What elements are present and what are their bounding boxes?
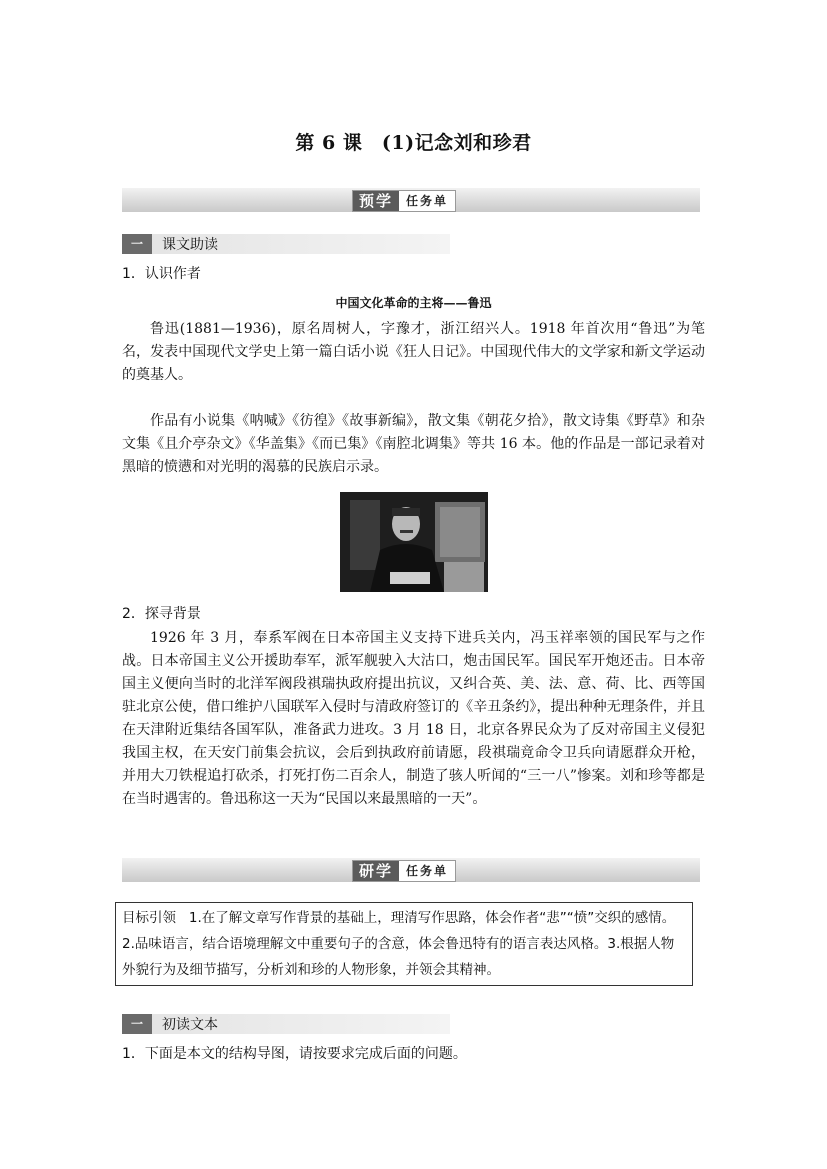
author-paragraph-1: 鲁迅(1881—1936)，原名周树人，字豫才，浙江绍兴人。1918 年首次用“鲁迅”为笔名，发表中国现代文学史上第一篇白话小说《狂人日记》。中国现代伟大的文学家和新文学运动的奠基人。 (122, 321, 705, 383)
band-tag-dark: 研学 (353, 861, 399, 881)
author-paragraph-2: 作品有小说集《呐喊》《彷徨》《故事新编》，散文集《朝花夕拾》，散文诗集《野草》和杂文集《且介亭杂文》《华盖集》《而已集》《南腔北调集》等共 16 本。他的作品是一部记录着对黑暗的愤懑和对光明的渴慕的民族启示录。 (122, 413, 705, 475)
author-photo (340, 492, 488, 592)
item-background: 2．探寻背景 (122, 606, 201, 622)
section-label: 课文助读 (162, 237, 218, 253)
section-heading-guide (122, 234, 450, 254)
band-tag-light: 任务单 (406, 864, 449, 878)
author-subtitle: 中国文化革命的主将——鲁迅 (335, 296, 492, 310)
section-band-preview (122, 188, 700, 212)
goal-label: 目标引领 (122, 910, 176, 926)
item-structure-map: 1．下面是本文的结构导图，请按要求完成后面的问题。 (122, 1046, 467, 1062)
portrait-image (340, 492, 488, 592)
learning-goals-box (115, 902, 693, 986)
section-label: 初读文本 (162, 1017, 218, 1033)
section-heading-first-read (122, 1014, 450, 1034)
goal-text: 1.在了解文章写作背景的基础上，理清写作思路，体会作者“悲”“愤”交织的感情。2.品味语言，结合语境理解文中重要句子的含意，体会鲁迅特有的语言表达风格。3.根据人物外貌行为及细节描写，分析刘和珍的人物形象，并领会其精神。 (122, 910, 676, 978)
background-paragraph: 1926 年 3 月，奉系军阀在日本帝国主义支持下进兵关内，冯玉祥率领的国民军与之作战。日本帝国主义公开援助奉军，派军舰驶入大沽口，炮击国民军。国民军开炮还击。日本帝国主义便向当时的北洋军阀段祺瑞执政府提出抗议，又纠合英、美、法、意、荷、比、西等国驻北京公使，借口维护八国联军入侵时与清政府签订的《辛丑条约》，提出种种无理条件，并且在天津附近集结各国军队，准备武力进攻。3 月 18 日，北京各界民众为了反对帝国主义侵犯我国主权，在天安门前集会抗议，会后到执政府前请愿，段祺瑞竟命令卫兵向请愿群众开枪，并用大刀铁棍追打砍杀，打死打伤二百余人，制造了骇人听闻的“三一八”惨案。刘和珍等都是在当时遇害的。鲁迅称这一天为“民国以来最黑暗的一天”。 (122, 630, 705, 807)
item-know-author: 1．认识作者 (122, 266, 201, 282)
band-tag (352, 190, 456, 212)
band-tag (352, 860, 456, 882)
section-number: 一 (122, 234, 152, 254)
section-band-study (122, 858, 700, 882)
band-tag-light: 任务单 (406, 194, 449, 208)
page-title: 第 6 课 (1)记念刘和珍君 (295, 132, 532, 154)
section-number: 一 (122, 1014, 152, 1034)
band-tag-dark: 预学 (353, 191, 399, 211)
